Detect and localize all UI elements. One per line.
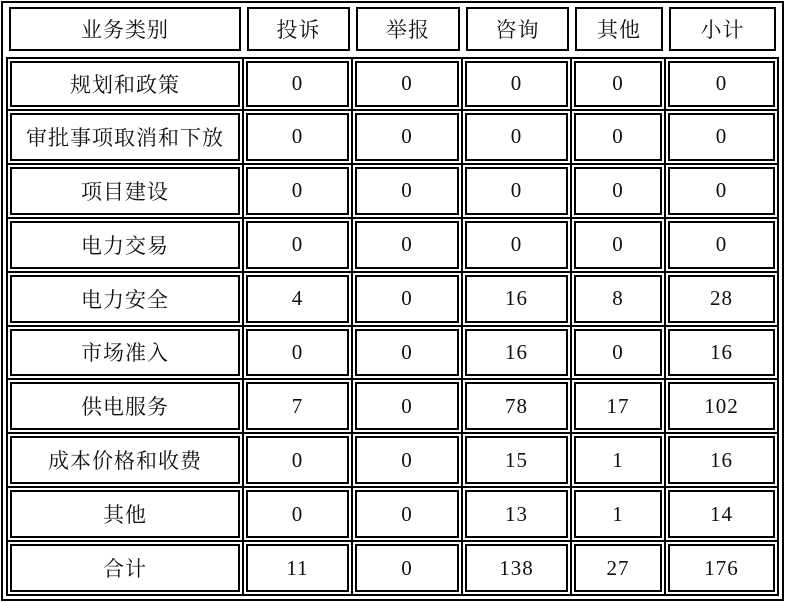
cell-value: 0 <box>465 61 568 107</box>
cell-value: 0 <box>668 167 775 215</box>
table-cell <box>353 219 463 273</box>
header-label: 其他 <box>597 18 641 42</box>
table-cell <box>666 165 779 219</box>
header-cell-other <box>575 7 663 51</box>
table-cell <box>572 57 666 111</box>
table-cell-total <box>463 542 572 596</box>
cell-value: 176 <box>668 544 775 592</box>
table-cell <box>666 327 779 381</box>
cell-value: 0 <box>246 113 349 161</box>
cell-value: 0 <box>246 329 349 377</box>
cell-value: 1 <box>574 490 662 538</box>
table-cell <box>572 165 666 219</box>
table-cell <box>572 327 666 381</box>
row-category-label: 审批事项取消和下放 <box>10 113 240 161</box>
table-cell <box>244 434 353 488</box>
table-cell <box>666 57 779 111</box>
header-label: 小计 <box>700 18 745 42</box>
cell-value: 0 <box>465 221 568 269</box>
table-cell-category <box>6 488 244 542</box>
table-cell-category <box>6 165 244 219</box>
header-cell-reports <box>356 7 460 51</box>
table-cell-total <box>244 542 353 596</box>
cell-value: 16 <box>465 275 568 323</box>
row-category-label: 电力交易 <box>10 221 240 269</box>
cell-value: 0 <box>574 61 662 107</box>
row-category-label: 其他 <box>10 490 240 538</box>
table-cell <box>463 111 572 165</box>
cell-value: 138 <box>465 544 568 592</box>
table-cell-category <box>6 327 244 381</box>
table-cell <box>463 488 572 542</box>
row-category-label: 电力安全 <box>10 275 240 323</box>
header-label: 举报 <box>386 18 430 42</box>
table-cell <box>572 219 666 273</box>
table-cell-category <box>6 219 244 273</box>
table-cell <box>463 327 572 381</box>
table-header-row <box>6 6 779 52</box>
table-cell <box>666 111 779 165</box>
row-category-label: 成本价格和收费 <box>10 436 240 484</box>
table-cell <box>463 57 572 111</box>
table-cell <box>463 219 572 273</box>
table-cell <box>666 219 779 273</box>
table-cell <box>353 273 463 327</box>
table-cell <box>572 380 666 434</box>
cell-value: 0 <box>355 61 459 107</box>
row-category-label: 市场准入 <box>10 329 240 377</box>
cell-value: 0 <box>355 436 459 484</box>
cell-value: 0 <box>574 113 662 161</box>
cell-value: 15 <box>465 436 568 484</box>
header-cell-consultations <box>466 7 569 51</box>
table-cell <box>463 434 572 488</box>
cell-value: 0 <box>246 61 349 107</box>
cell-value: 28 <box>668 275 775 323</box>
cell-value: 0 <box>574 221 662 269</box>
cell-value: 0 <box>246 167 349 215</box>
cell-value: 0 <box>246 436 349 484</box>
table-cell <box>353 57 463 111</box>
table-cell <box>666 380 779 434</box>
table-cell <box>353 380 463 434</box>
cell-value: 16 <box>465 329 568 377</box>
cell-value: 0 <box>355 221 459 269</box>
total-row-label: 合计 <box>10 544 240 592</box>
cell-value: 7 <box>246 382 349 430</box>
cell-value: 0 <box>574 329 662 377</box>
table-cell <box>572 273 666 327</box>
table-cell-total <box>666 542 779 596</box>
cell-value: 0 <box>668 113 775 161</box>
header-cell-subtotal <box>669 7 776 51</box>
table-cell-category <box>6 111 244 165</box>
cell-value: 78 <box>465 382 568 430</box>
table-cell <box>666 434 779 488</box>
table-cell-category-total <box>6 542 244 596</box>
table-cell <box>572 488 666 542</box>
table-cell <box>463 273 572 327</box>
table-cell <box>572 434 666 488</box>
cell-value: 27 <box>574 544 662 592</box>
statistics-table <box>1 1 784 601</box>
header-cell-category <box>9 7 241 51</box>
table-cell <box>353 434 463 488</box>
table-cell <box>244 219 353 273</box>
table-cell <box>572 111 666 165</box>
cell-value: 0 <box>465 113 568 161</box>
cell-value: 14 <box>668 490 775 538</box>
cell-value: 8 <box>574 275 662 323</box>
cell-value: 17 <box>574 382 662 430</box>
table-cell <box>244 327 353 381</box>
cell-value: 1 <box>574 436 662 484</box>
cell-value: 0 <box>246 221 349 269</box>
table-cell <box>666 488 779 542</box>
cell-value: 13 <box>465 490 568 538</box>
table-cell <box>244 57 353 111</box>
cell-value: 16 <box>668 329 775 377</box>
row-category-label: 规划和政策 <box>10 61 240 107</box>
cell-value: 0 <box>355 167 459 215</box>
table-cell-category <box>6 434 244 488</box>
table-cell <box>353 327 463 381</box>
cell-value: 0 <box>355 490 459 538</box>
row-category-label: 项目建设 <box>10 167 240 215</box>
cell-value: 0 <box>668 221 775 269</box>
table-cell <box>353 111 463 165</box>
cell-value: 0 <box>574 167 662 215</box>
table-cell-total <box>353 542 463 596</box>
cell-value: 0 <box>465 167 568 215</box>
cell-value: 0 <box>355 113 459 161</box>
cell-value: 0 <box>246 490 349 538</box>
table-cell <box>353 165 463 219</box>
row-category-label: 供电服务 <box>10 382 240 430</box>
table-cell-category <box>6 57 244 111</box>
table-cell <box>244 111 353 165</box>
cell-value: 0 <box>355 544 459 592</box>
table-body <box>6 57 779 596</box>
cell-value: 0 <box>668 61 775 107</box>
cell-value: 0 <box>355 275 459 323</box>
cell-value: 16 <box>668 436 775 484</box>
table-cell <box>463 380 572 434</box>
header-label: 业务类别 <box>81 18 169 42</box>
header-cell-complaints <box>247 7 350 51</box>
table-cell <box>463 165 572 219</box>
table-cell <box>244 165 353 219</box>
header-label: 投诉 <box>276 18 321 42</box>
table-cell <box>244 380 353 434</box>
cell-value: 102 <box>668 382 775 430</box>
table-cell <box>244 273 353 327</box>
cell-value: 0 <box>355 329 459 377</box>
table-cell-category <box>6 273 244 327</box>
table-cell <box>244 488 353 542</box>
cell-value: 0 <box>355 382 459 430</box>
cell-value: 11 <box>246 544 349 592</box>
header-label: 咨询 <box>495 18 540 42</box>
table-cell-total <box>572 542 666 596</box>
table-cell <box>666 273 779 327</box>
table-cell-category <box>6 380 244 434</box>
cell-value: 4 <box>246 275 349 323</box>
table-cell <box>353 488 463 542</box>
